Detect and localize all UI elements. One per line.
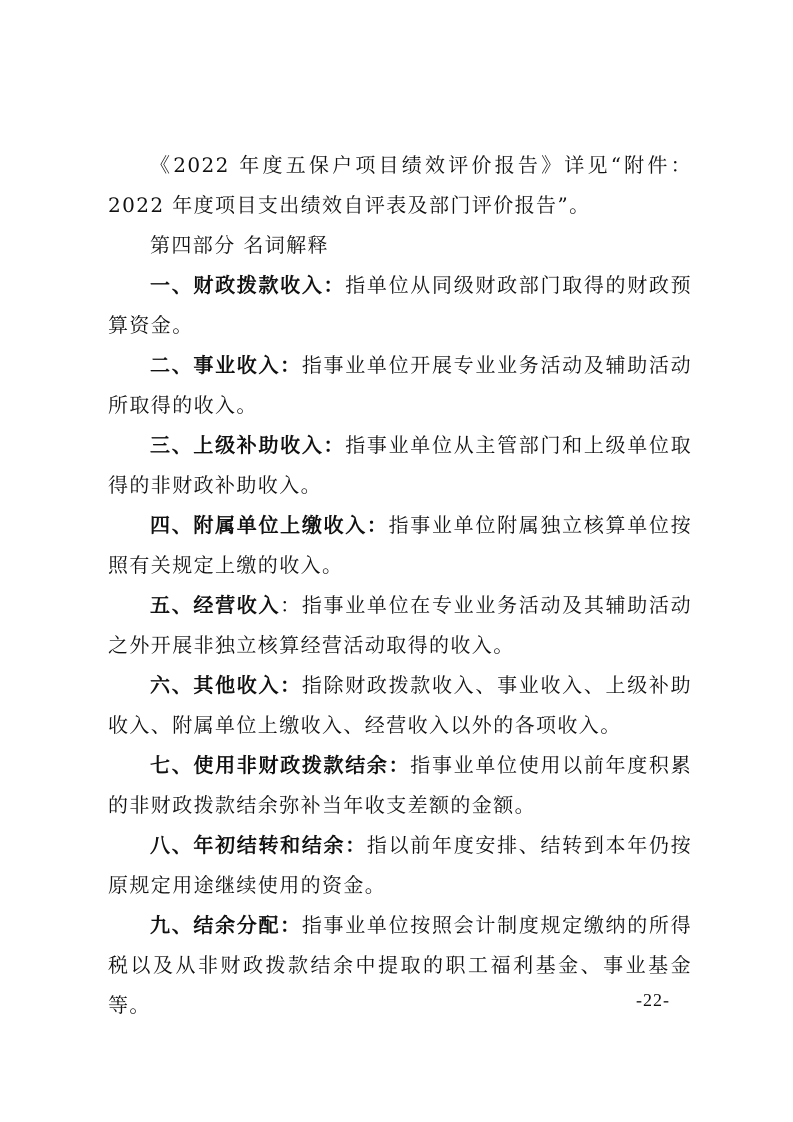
definition-term: 二、事业收入：	[150, 353, 302, 377]
definition-item	[108, 505, 692, 585]
definition-term: 六、其他收入：	[150, 673, 302, 697]
definition-item	[108, 585, 692, 665]
definition-item	[108, 745, 692, 825]
intro-paragraph: 《2022 年度五保户项目绩效评价报告》详见“附件：2022 年度项目支出绩效自评表及部门评价报告”。	[108, 153, 692, 217]
definition-term: 七、使用非财政拨款结余：	[150, 753, 411, 777]
definition-item	[108, 825, 692, 905]
definition-item	[108, 345, 692, 425]
page-number: -22-	[636, 990, 670, 1010]
definition-text: 指事业单位附属独立核算单位按照有关规定上缴的收入。	[108, 513, 692, 577]
definition-text: ：指事业单位在专业业务活动及其辅助活动之外开展非独立核算经营活动取得的收入。	[108, 593, 692, 657]
definition-text: 指除财政拨款收入、事业收入、上级补助收入、附属单位上缴收入、经营收入以外的各项收入。	[108, 673, 692, 737]
definition-text: 指以前年度安排、结转到本年仍按原规定用途继续使用的资金。	[108, 833, 693, 897]
definition-item	[108, 265, 692, 345]
section-heading: 第四部分 名词解释	[150, 233, 329, 257]
definition-item	[108, 905, 692, 1025]
definition-term: 五、经营收入	[150, 593, 281, 617]
definition-text: 指单位从同级财政部门取得的财政预算资金。	[108, 273, 692, 337]
definition-term: 九、结余分配：	[150, 913, 302, 937]
definition-text: 指事业单位按照会计制度规定缴纳的所得税以及从非财政拨款结余中提取的职工福利基金、事业基金等。	[108, 913, 692, 1017]
definition-term: 八、年初结转和结余：	[150, 833, 367, 857]
definition-term: 一、财政拨款收入：	[150, 273, 346, 297]
definition-text: 指事业单位开展专业业务活动及辅助活动所取得的收入。	[108, 353, 692, 417]
definition-item	[108, 665, 692, 745]
definition-text: 指事业单位使用以前年度积累的非财政拨款结余弥补当年收支差额的金额。	[108, 753, 692, 817]
definition-text: 指事业单位从主管部门和上级单位取得的非财政补助收入。	[108, 433, 692, 497]
definition-term: 四、附属单位上缴收入：	[150, 513, 389, 537]
definition-item	[108, 425, 692, 505]
definition-term: 三、上级补助收入：	[150, 433, 346, 457]
